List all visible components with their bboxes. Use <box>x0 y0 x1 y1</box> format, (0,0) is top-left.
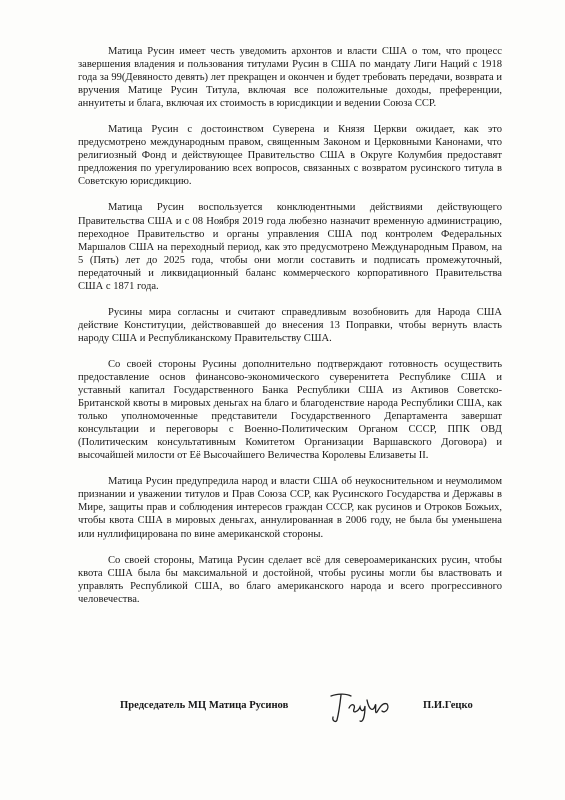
paragraph: Со своей стороны Русины дополнительно подтверждают готовность осуществить предоставление основ финансово-экономического суверенитета Республике США и уставный капитал Государственного Банка Республики США из Активов Советско-Британской квоты в мировых деньгах на благо и благоденствие народа Республики США, как только уполномоченные представители Государственного Департамента завершат консультации и переговоры с Военно-Политическим Органом СССР, ППК ОВД (Политическим консультативным Комитетом Организации Варшавского Договора) и высочайшей милости от Её Высочайшего Величества Королевы Елизаветы II. <box>78 358 502 462</box>
signatory-name: П.И.Гецко <box>423 700 473 711</box>
signatory-title: Председатель МЦ Матица Русинов <box>120 700 289 711</box>
document-body <box>78 45 502 619</box>
paragraph: Русины мира согласны и считают справедливым возобновить для Народа США действие Конституции, действовавшей до внесения 13 Поправки, чтобы вернуть власть народу США и Республиканскому Правительству США. <box>78 306 502 344</box>
paragraph: Матица Русин воспользуется конклюдентными действиями действующего Правительства США и с 08 Ноября 2019 года любезно назначит временную администрацию, переходное Правительство и органы управления США под контролем Федеральных Маршалов США на переходный период, как это предусмотрено Международным Правом, на 5 (Пять) лет до 2025 года, чтобы они могли составить и подписать промежуточный, передаточный и ликвидационный баланс коммерческого корпоративного Правительства США с 1871 года. <box>78 202 502 292</box>
paragraph: Матица Русин предупредила народ и власти США об неукоснительном и неумолимом признании и уважении титулов и Прав Союза ССР, как Русинского Государства и Державы в Мире, защиты прав и соблюдения интересов граждан СССР, как русинов и Отроков Божьих, чтобы квота США в мировых деньгах, аннулированная в 2006 году, не была бы уменьшена или нуллифицирована по вине американской стороны. <box>78 476 502 540</box>
paragraph: Матица Русин имеет честь уведомить архонтов и власти США о том, что процесс завершения владения и пользования титулами Русин в США по мандату Лиги Наций с 1918 года за 99(Девяносто девять) лет прекращен и окончен и будет требовать передачи, возврата и вручения Матице Русин Титула, включая все положительные доходы, преференции, аннуитеты и блага, включая их стоимость в юрисдикции и ведении Союза ССР. <box>78 46 502 110</box>
paragraph: Со своей стороны, Матица Русин сделает всё для североамериканских русин, чтобы квота США была бы максимальной и достойной, чтобы русины могли бы властвовать и управлять Республикой США, во благо американского народа и всего прогрессивного человечества. <box>78 554 502 605</box>
handwritten-signature <box>327 690 393 724</box>
paragraph: Матица Русин с достоинством Суверена и Князя Церкви ожидает, как это предусмотрено международным правом, священным Законом и Церковными Канонами, что религиозный Фонд и действующее Правительство США в Округе Колумбия предоставят предложения по урегулированию всех вопросов, связанных с возвратом русинского титула в Советскую юрисдикцию. <box>78 124 502 188</box>
signature-block <box>120 690 530 724</box>
